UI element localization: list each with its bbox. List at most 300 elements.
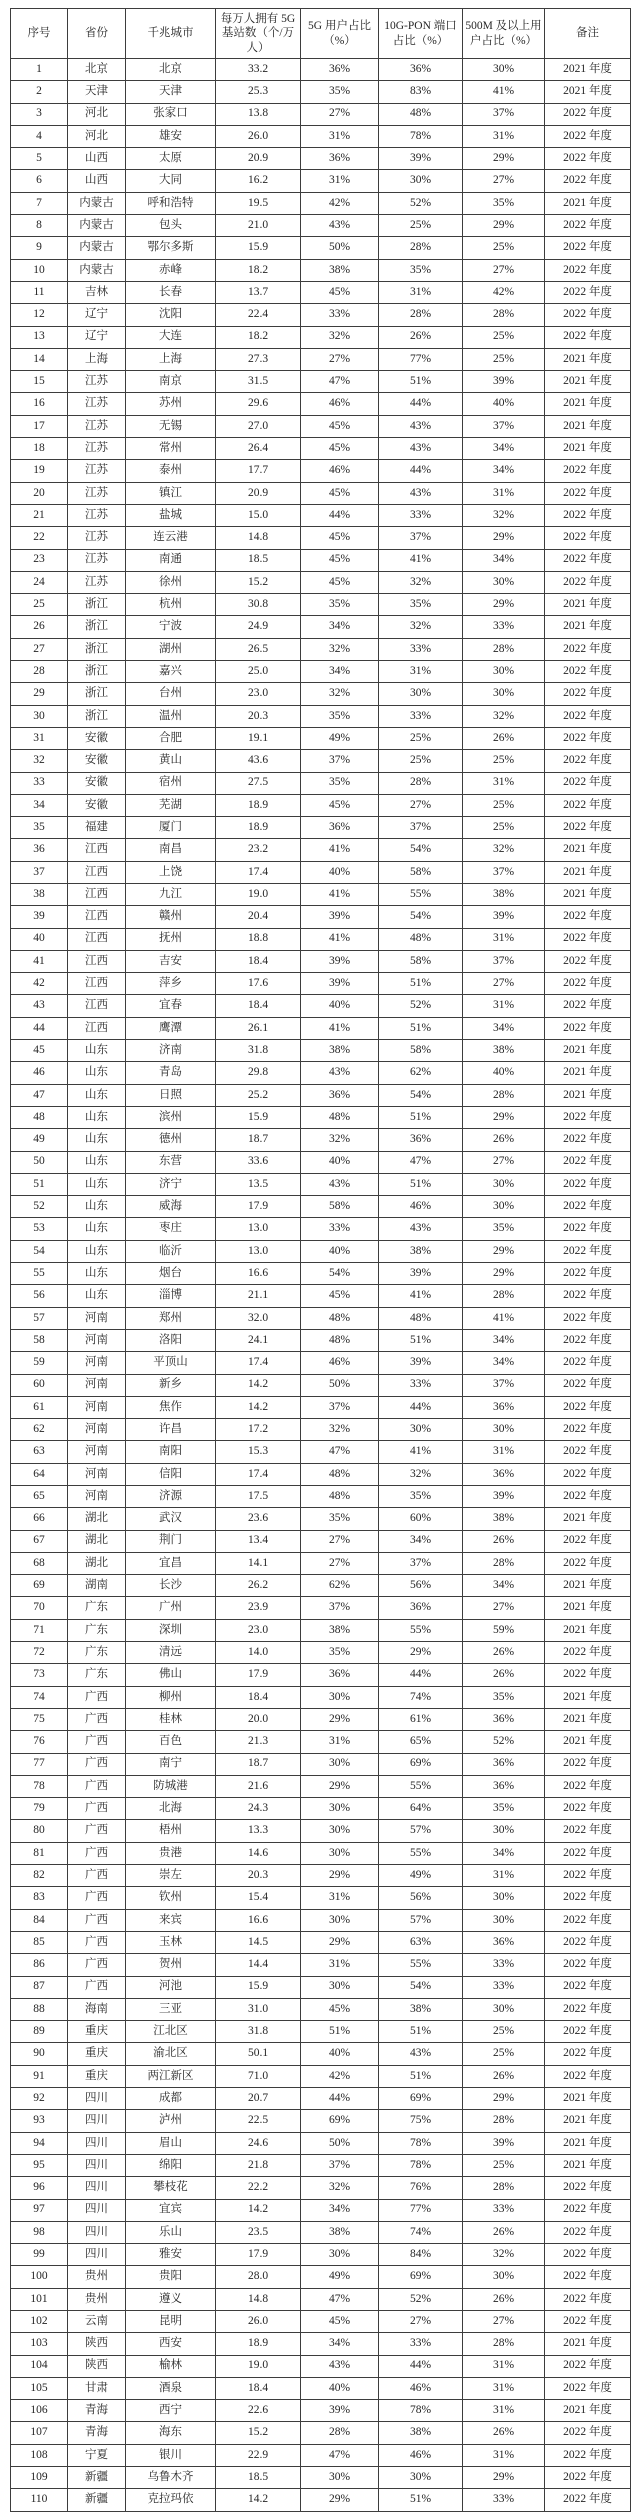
table-cell: 51% <box>379 2489 463 2511</box>
table-cell: 76% <box>379 2177 463 2199</box>
table-row <box>11 1575 631 1597</box>
table-row <box>11 192 631 214</box>
table-cell: 18.2 <box>216 259 301 281</box>
table-cell: 14.6 <box>216 1842 301 1864</box>
table-cell: 赣州 <box>126 906 216 928</box>
table-cell: 22 <box>11 527 68 549</box>
table-cell: 17.4 <box>216 1463 301 1485</box>
table-cell: 22.9 <box>216 2444 301 2466</box>
table-cell: 14 <box>11 348 68 370</box>
table-cell: 26.0 <box>216 2310 301 2332</box>
gigabit-city-metrics-table <box>10 8 631 2512</box>
table-cell: 29% <box>463 215 545 237</box>
table-cell: 52% <box>379 2288 463 2310</box>
table-cell: 20 <box>11 482 68 504</box>
table-cell: 江苏 <box>68 504 126 526</box>
table-cell: 包头 <box>126 215 216 237</box>
table-cell: 5 <box>11 148 68 170</box>
table-cell: 8 <box>11 215 68 237</box>
table-cell: 38% <box>301 1619 379 1641</box>
table-cell: 南宁 <box>126 1753 216 1775</box>
table-cell: 北京 <box>68 59 126 81</box>
table-cell: 24 <box>11 571 68 593</box>
table-cell: 9 <box>11 237 68 259</box>
table-cell: 38% <box>379 1998 463 2020</box>
table-cell: 2022 年度 <box>545 2422 631 2444</box>
table-row <box>11 727 631 749</box>
table-cell: 2021 年度 <box>545 192 631 214</box>
table-cell: 40% <box>301 995 379 1017</box>
table-cell: 44% <box>379 460 463 482</box>
table-cell: 34% <box>301 2199 379 2221</box>
table-cell: 35% <box>463 1798 545 1820</box>
table-cell: 29% <box>379 1642 463 1664</box>
table-cell: 25 <box>11 594 68 616</box>
table-row <box>11 1196 631 1218</box>
table-cell: 厦门 <box>126 817 216 839</box>
table-cell: 2022 年度 <box>545 1530 631 1552</box>
table-cell: 15.0 <box>216 504 301 526</box>
table-row <box>11 1708 631 1730</box>
table-cell: 海东 <box>126 2422 216 2444</box>
table-cell: 34% <box>463 1352 545 1374</box>
table-cell: 淄博 <box>126 1285 216 1307</box>
table-cell: 39% <box>379 148 463 170</box>
table-row <box>11 2088 631 2110</box>
table-cell: 18.4 <box>216 995 301 1017</box>
table-cell: 2022 年度 <box>545 1486 631 1508</box>
table-cell: 23.2 <box>216 839 301 861</box>
table-cell: 32% <box>463 705 545 727</box>
table-cell: 广西 <box>68 1708 126 1730</box>
table-cell: 广西 <box>68 1976 126 1998</box>
table-cell: 17.2 <box>216 1419 301 1441</box>
table-cell: 78 <box>11 1775 68 1797</box>
table-cell: 17.9 <box>216 1196 301 1218</box>
table-cell: 35% <box>301 81 379 103</box>
table-cell: 重庆 <box>68 2021 126 2043</box>
table-cell: 35% <box>301 1508 379 1530</box>
table-cell: 内蒙古 <box>68 237 126 259</box>
table-cell: 50% <box>301 2132 379 2154</box>
table-cell: 75% <box>379 2110 463 2132</box>
table-cell: 25% <box>379 215 463 237</box>
table-cell: 2021 年度 <box>545 1619 631 1641</box>
table-cell: 2022 年度 <box>545 2065 631 2087</box>
table-cell: 镇江 <box>126 482 216 504</box>
table-cell: 36% <box>379 1129 463 1151</box>
table-cell: 2022 年度 <box>545 750 631 772</box>
table-row <box>11 772 631 794</box>
table-cell: 21.1 <box>216 1285 301 1307</box>
table-cell: 26% <box>379 326 463 348</box>
table-cell: 四川 <box>68 2154 126 2176</box>
table-cell: 广东 <box>68 1597 126 1619</box>
table-cell: 2022 年度 <box>545 2355 631 2377</box>
table-cell: 17.9 <box>216 2244 301 2266</box>
table-cell: 32% <box>301 683 379 705</box>
table-cell: 25% <box>379 750 463 772</box>
table-cell: 2022 年度 <box>545 1865 631 1887</box>
table-cell: 30 <box>11 705 68 727</box>
table-cell: 18.8 <box>216 928 301 950</box>
table-cell: 39% <box>379 1263 463 1285</box>
table-row <box>11 594 631 616</box>
table-cell: 36% <box>301 1084 379 1106</box>
table-cell: 44% <box>379 393 463 415</box>
table-cell: 2022 年度 <box>545 1396 631 1418</box>
table-cell: 36% <box>379 1597 463 1619</box>
table-cell: 柳州 <box>126 1686 216 1708</box>
table-cell: 41% <box>301 883 379 905</box>
table-cell: 雄安 <box>126 125 216 147</box>
table-cell: 27% <box>301 1552 379 1574</box>
table-cell: 30% <box>301 2244 379 2266</box>
table-cell: 48% <box>301 1329 379 1351</box>
table-cell: 2022 年度 <box>545 215 631 237</box>
table-cell: 47% <box>301 1441 379 1463</box>
table-cell: 34% <box>463 1017 545 1039</box>
table-cell: 1 <box>11 59 68 81</box>
table-cell: 合肥 <box>126 727 216 749</box>
table-cell: 55 <box>11 1263 68 1285</box>
table-cell: 46% <box>379 2377 463 2399</box>
table-cell: 43% <box>301 215 379 237</box>
table-cell: 36% <box>463 1931 545 1953</box>
table-cell: 33% <box>301 1218 379 1240</box>
table-cell: 49 <box>11 1129 68 1151</box>
table-cell: 江西 <box>68 928 126 950</box>
table-cell: 28% <box>463 1552 545 1574</box>
table-cell: 27% <box>379 2310 463 2332</box>
table-cell: 信阳 <box>126 1463 216 1485</box>
table-row <box>11 148 631 170</box>
table-cell: 46 <box>11 1062 68 1084</box>
table-cell: 25.0 <box>216 661 301 683</box>
table-cell: 南阳 <box>126 1441 216 1463</box>
table-cell: 74% <box>379 2221 463 2243</box>
table-cell: 济源 <box>126 1486 216 1508</box>
table-cell: 2022 年度 <box>545 973 631 995</box>
table-row <box>11 1263 631 1285</box>
table-cell: 81 <box>11 1842 68 1864</box>
table-row <box>11 750 631 772</box>
table-cell: 清远 <box>126 1642 216 1664</box>
table-cell: 2022 年度 <box>545 1775 631 1797</box>
table-cell: 59% <box>463 1619 545 1641</box>
table-cell: 32% <box>463 2244 545 2266</box>
table-cell: 41% <box>463 81 545 103</box>
table-cell: 25% <box>379 727 463 749</box>
table-cell: 95 <box>11 2154 68 2176</box>
table-cell: 江苏 <box>68 571 126 593</box>
table-cell: 2021 年度 <box>545 1084 631 1106</box>
table-cell: 22.5 <box>216 2110 301 2132</box>
table-cell: 84% <box>379 2244 463 2266</box>
table-cell: 47% <box>301 371 379 393</box>
table-cell: 29% <box>301 1708 379 1730</box>
table-cell: 31% <box>463 2400 545 2422</box>
table-cell: 18.9 <box>216 794 301 816</box>
table-row <box>11 504 631 526</box>
table-cell: 30% <box>463 661 545 683</box>
table-cell: 2022 年度 <box>545 504 631 526</box>
table-cell: 2022 年度 <box>545 237 631 259</box>
table-row <box>11 1329 631 1351</box>
table-cell: 2022 年度 <box>545 2177 631 2199</box>
table-cell: 45% <box>301 794 379 816</box>
table-cell: 36% <box>463 1753 545 1775</box>
table-cell: 2022 年度 <box>545 1106 631 1128</box>
table-cell: 38% <box>463 1508 545 1530</box>
table-cell: 21.8 <box>216 2154 301 2176</box>
table-cell: 3 <box>11 103 68 125</box>
table-row <box>11 1619 631 1641</box>
column-header: 10G-PON 端口占比（%） <box>379 9 463 59</box>
table-cell: 31.8 <box>216 2021 301 2043</box>
table-cell: 31% <box>463 482 545 504</box>
table-cell: 雅安 <box>126 2244 216 2266</box>
table-cell: 防城港 <box>126 1775 216 1797</box>
table-row <box>11 2467 631 2489</box>
table-cell: 36% <box>463 1775 545 1797</box>
table-cell: 34% <box>463 460 545 482</box>
table-cell: 四川 <box>68 2244 126 2266</box>
table-row <box>11 661 631 683</box>
table-cell: 57% <box>379 1909 463 1931</box>
table-cell: 13.7 <box>216 281 301 303</box>
table-cell: 2022 年度 <box>545 1842 631 1864</box>
table-cell: 48 <box>11 1106 68 1128</box>
table-cell: 宿州 <box>126 772 216 794</box>
table-row <box>11 571 631 593</box>
table-cell: 33% <box>463 2489 545 2511</box>
table-cell: 成都 <box>126 2088 216 2110</box>
table-row <box>11 1775 631 1797</box>
table-cell: 34% <box>463 549 545 571</box>
table-cell: 47% <box>379 1151 463 1173</box>
table-cell: 17.9 <box>216 1664 301 1686</box>
table-cell: 2022 年度 <box>545 1285 631 1307</box>
table-cell: 33% <box>379 2333 463 2355</box>
table-cell: 榆林 <box>126 2355 216 2377</box>
table-cell: 贵州 <box>68 2266 126 2288</box>
table-cell: 45% <box>301 1998 379 2020</box>
table-cell: 33% <box>463 2199 545 2221</box>
table-cell: 19 <box>11 460 68 482</box>
table-cell: 42 <box>11 973 68 995</box>
table-row <box>11 1954 631 1976</box>
table-cell: 东营 <box>126 1151 216 1173</box>
table-cell: 绵阳 <box>126 2154 216 2176</box>
table-row <box>11 928 631 950</box>
table-cell: 96 <box>11 2177 68 2199</box>
table-cell: 33 <box>11 772 68 794</box>
table-row <box>11 170 631 192</box>
table-cell: 47% <box>301 2444 379 2466</box>
table-cell: 连云港 <box>126 527 216 549</box>
table-cell: 2022 年度 <box>545 2021 631 2043</box>
table-cell: 37 <box>11 861 68 883</box>
table-cell: 31% <box>463 995 545 1017</box>
table-cell: 15 <box>11 371 68 393</box>
table-cell: 2022 年度 <box>545 2221 631 2243</box>
table-cell: 四川 <box>68 2177 126 2199</box>
table-cell: 贵州 <box>68 2288 126 2310</box>
table-cell: 33% <box>463 616 545 638</box>
table-cell: 32% <box>379 616 463 638</box>
table-cell: 2022 年度 <box>545 482 631 504</box>
table-cell: 58% <box>379 950 463 972</box>
table-cell: 20.4 <box>216 906 301 928</box>
table-cell: 山东 <box>68 1196 126 1218</box>
table-cell: 31 <box>11 727 68 749</box>
table-cell: 26.4 <box>216 438 301 460</box>
table-cell: 河南 <box>68 1419 126 1441</box>
table-cell: 陕西 <box>68 2355 126 2377</box>
table-cell: 29% <box>463 2088 545 2110</box>
table-cell: 30.8 <box>216 594 301 616</box>
table-cell: 69% <box>379 1753 463 1775</box>
table-cell: 21.0 <box>216 215 301 237</box>
table-cell: 31% <box>379 281 463 303</box>
table-cell: 10 <box>11 259 68 281</box>
table-cell: 20.9 <box>216 148 301 170</box>
table-row <box>11 1062 631 1084</box>
table-cell: 17.4 <box>216 1352 301 1374</box>
table-cell: 安徽 <box>68 794 126 816</box>
table-cell: 河南 <box>68 1352 126 1374</box>
table-cell: 31% <box>301 125 379 147</box>
table-row <box>11 125 631 147</box>
table-cell: 14.2 <box>216 1396 301 1418</box>
table-cell: 27% <box>463 1151 545 1173</box>
table-cell: 40% <box>301 1240 379 1262</box>
table-cell: 海南 <box>68 1998 126 2020</box>
table-cell: 42% <box>301 192 379 214</box>
table-row <box>11 1240 631 1262</box>
table-cell: 51% <box>379 2065 463 2087</box>
table-cell: 39% <box>301 973 379 995</box>
table-cell: 74% <box>379 1686 463 1708</box>
table-cell: 34 <box>11 794 68 816</box>
table-cell: 2022 年度 <box>545 727 631 749</box>
table-cell: 2021 年度 <box>545 2333 631 2355</box>
table-cell: 31% <box>463 2444 545 2466</box>
table-cell: 25% <box>463 794 545 816</box>
table-cell: 2022 年度 <box>545 571 631 593</box>
table-cell: 45% <box>301 571 379 593</box>
table-cell: 2022 年度 <box>545 1329 631 1351</box>
table-cell: 重庆 <box>68 2043 126 2065</box>
table-cell: 江苏 <box>68 393 126 415</box>
table-row <box>11 1931 631 1953</box>
table-cell: 2022 年度 <box>545 2244 631 2266</box>
table-row <box>11 438 631 460</box>
table-row <box>11 1419 631 1441</box>
table-cell: 28% <box>463 1285 545 1307</box>
table-cell: 39% <box>379 1352 463 1374</box>
table-cell: 14.2 <box>216 1374 301 1396</box>
table-cell: 45% <box>301 527 379 549</box>
table-cell: 山东 <box>68 1173 126 1195</box>
table-cell: 28% <box>463 638 545 660</box>
table-cell: 28.0 <box>216 2266 301 2288</box>
table-cell: 54% <box>379 906 463 928</box>
table-cell: 29.6 <box>216 393 301 415</box>
table-cell: 58% <box>301 1196 379 1218</box>
table-cell: 2021 年度 <box>545 2400 631 2422</box>
table-cell: 25.3 <box>216 81 301 103</box>
table-cell: 48% <box>301 1486 379 1508</box>
table-cell: 84 <box>11 1909 68 1931</box>
table-cell: 24.9 <box>216 616 301 638</box>
table-cell: 2022 年度 <box>545 1976 631 1998</box>
table-cell: 40% <box>463 1062 545 1084</box>
table-cell: 82 <box>11 1865 68 1887</box>
table-cell: 27% <box>463 170 545 192</box>
table-cell: 64% <box>379 1798 463 1820</box>
table-cell: 2021 年度 <box>545 2132 631 2154</box>
table-cell: 湖北 <box>68 1552 126 1574</box>
table-cell: 83% <box>379 81 463 103</box>
table-cell: 2021 年度 <box>545 1731 631 1753</box>
table-cell: 内蒙古 <box>68 192 126 214</box>
table-cell: 14.1 <box>216 1552 301 1574</box>
table-cell: 江西 <box>68 883 126 905</box>
table-cell: 41% <box>301 1017 379 1039</box>
table-cell: 2022 年度 <box>545 1931 631 1953</box>
table-cell: 99 <box>11 2244 68 2266</box>
table-cell: 河南 <box>68 1486 126 1508</box>
table-cell: 2021 年度 <box>545 2110 631 2132</box>
table-cell: 2021 年度 <box>545 1686 631 1708</box>
table-cell: 河南 <box>68 1307 126 1329</box>
table-cell: 48% <box>379 1307 463 1329</box>
table-cell: 33% <box>379 638 463 660</box>
table-cell: 2022 年度 <box>545 1017 631 1039</box>
table-cell: 吉林 <box>68 281 126 303</box>
table-cell: 滨州 <box>126 1106 216 1128</box>
table-cell: 20.3 <box>216 705 301 727</box>
table-cell: 玉林 <box>126 1931 216 1953</box>
table-cell: 40% <box>301 861 379 883</box>
table-row <box>11 973 631 995</box>
table-cell: 27.5 <box>216 772 301 794</box>
table-cell: 芜湖 <box>126 794 216 816</box>
table-cell: 30% <box>379 1419 463 1441</box>
table-cell: 2022 年度 <box>545 281 631 303</box>
table-cell: 29% <box>301 1775 379 1797</box>
table-cell: 2022 年度 <box>545 950 631 972</box>
table-cell: 43% <box>301 1062 379 1084</box>
table-cell: 26% <box>463 727 545 749</box>
table-cell: 78% <box>379 125 463 147</box>
table-cell: 44% <box>301 504 379 526</box>
table-cell: 4 <box>11 125 68 147</box>
table-header-row <box>11 9 631 59</box>
table-cell: 27% <box>463 259 545 281</box>
table-cell: 2022 年度 <box>545 125 631 147</box>
table-cell: 107 <box>11 2422 68 2444</box>
table-cell: 2022 年度 <box>545 705 631 727</box>
table-cell: 52 <box>11 1196 68 1218</box>
table-cell: 32% <box>301 2177 379 2199</box>
table-cell: 35% <box>463 1218 545 1240</box>
table-cell: 天津 <box>126 81 216 103</box>
table-cell: 48% <box>379 928 463 950</box>
table-cell: 河南 <box>68 1374 126 1396</box>
